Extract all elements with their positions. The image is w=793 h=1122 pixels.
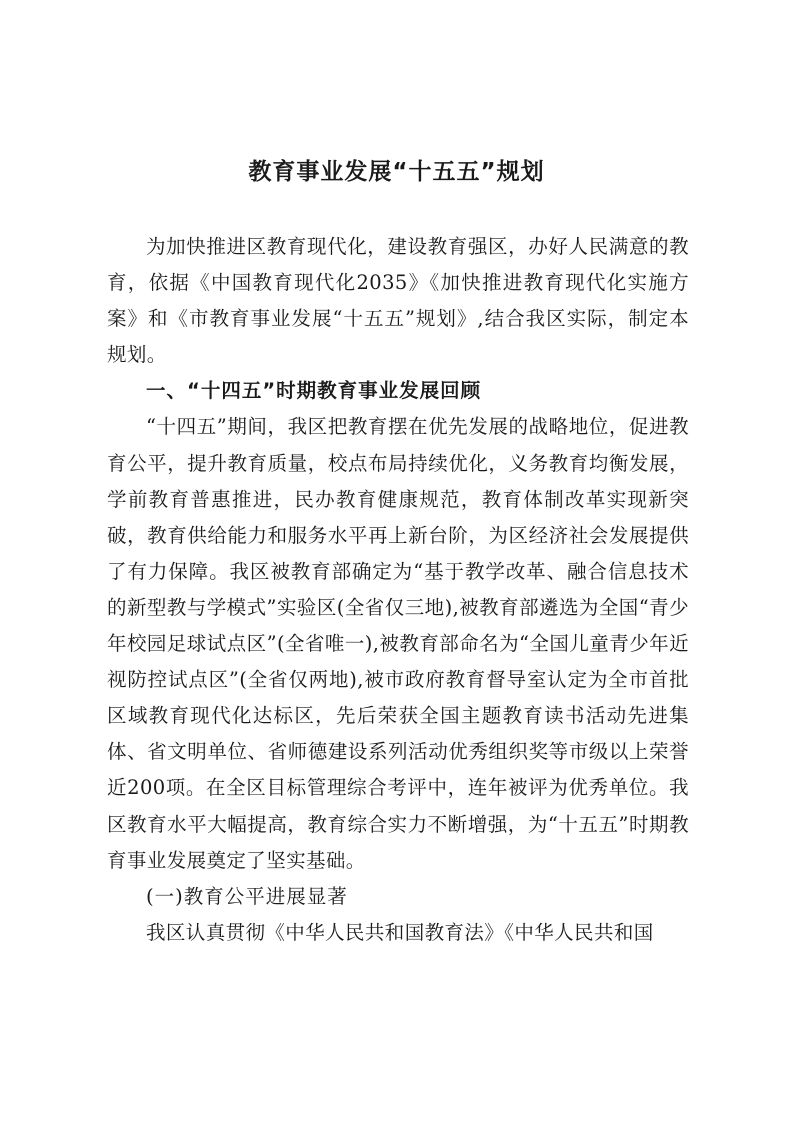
document-body bbox=[107, 229, 689, 951]
review-paragraph: “十四五”期间，我区把教育摆在优先发展的战略地位，促进教育公平，提升教育质量，校点布局持续优化，义务教育均衡发展，学前教育普惠推进，民办教育健康规范，教育体制改革实现新突破，教育供给能力和服务水平再上新台阶，为区经济社会发展提供了有力保障。我区被教育部确定为“基于教学改革、融合信息技术的新型教与学模式”实验区(全省仅三地),被教育部遴选为全国“青少年校园足球试点区”(全省唯一),被教育部命名为“全国儿童青少年近视防控试点区”(全省仅两地),被市政府教育督导室认定为全市首批区域教育现代化达标区，先后荣获全国主题教育读书活动先进集体、省文明单位、省师德建设系列活动优秀组织奖等市级以上荣誉近200项。在全区目标管理综合考评中，连年被评为优秀单位。我区教育水平大幅提高，教育综合实力不断增强，为“十五五”时期教育事业发展奠定了坚实基础。 bbox=[107, 415, 689, 872]
equity-paragraph: 我区认真贯彻《中华人民共和国教育法》《中华人民共和国 bbox=[146, 920, 654, 944]
intro-paragraph: 为加快推进区教育现代化，建设教育强区，办好人民满意的教育，依据《中国教育现代化2035》《加快推进教育现代化实施方案》和《市教育事业发展“十五五”规划》,结合我区实际，制定本规划。 bbox=[107, 235, 689, 367]
document-title: 教育事业发展“十五五”规划 bbox=[248, 159, 545, 185]
subsection-heading-equity: (一)教育公平进展显著 bbox=[146, 884, 348, 908]
section-heading-review: 一、“十四五”时期教育事业发展回顾 bbox=[146, 379, 482, 403]
